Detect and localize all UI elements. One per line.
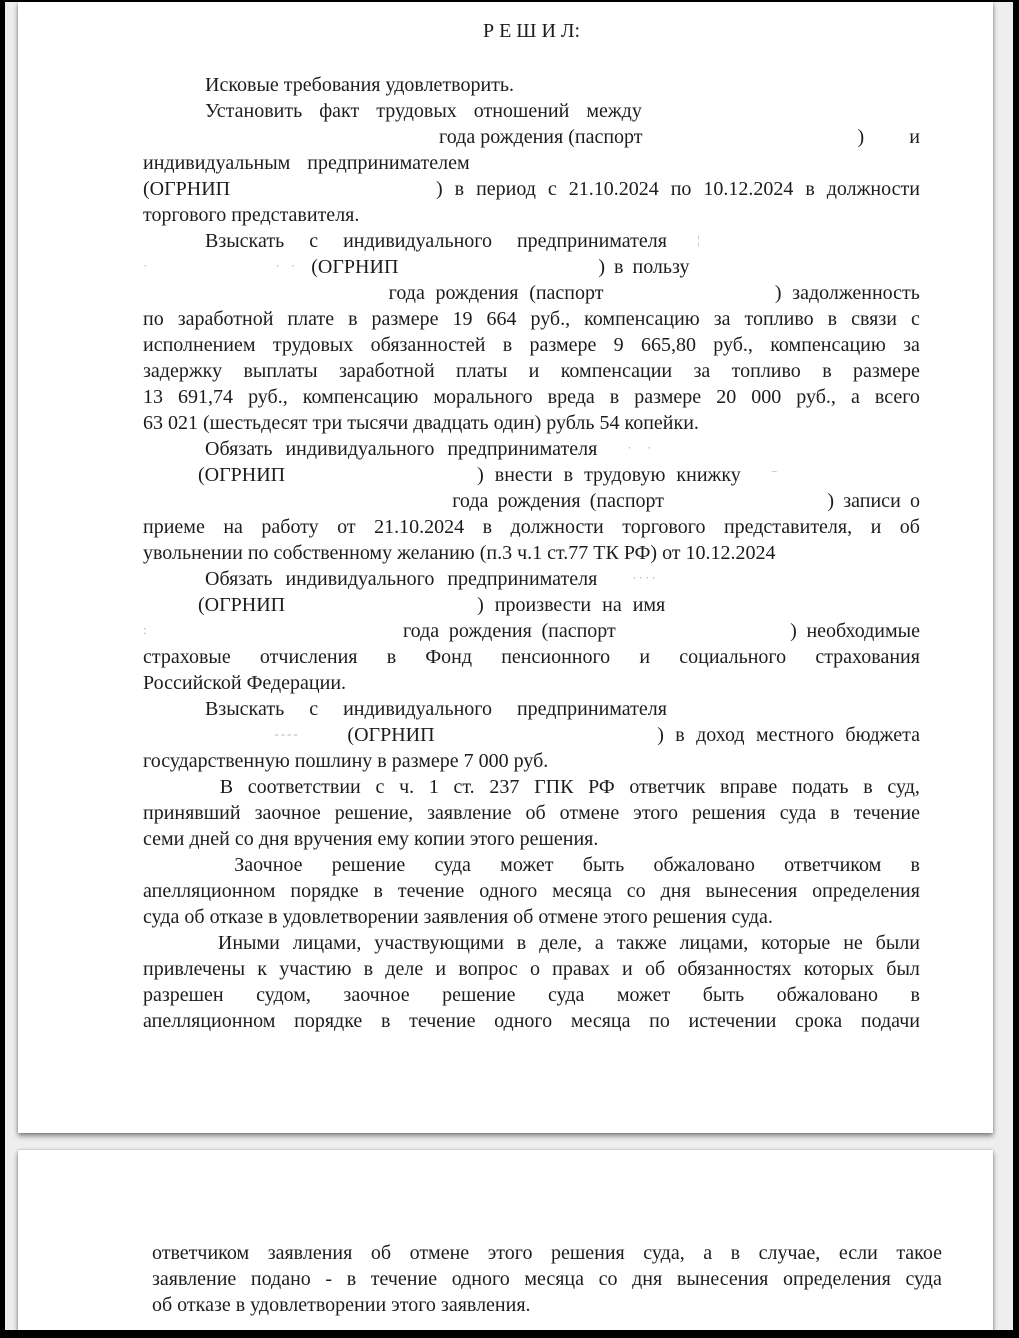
text-line: (ОГРНИП ) в период с 21.10.2024 по 10.12.2024 в должности bbox=[143, 178, 920, 200]
text-line: ответчиком заявления об отмене этого решения суда, а в случае, если такое bbox=[152, 1242, 942, 1264]
text-line: 13 691,74 руб., компенсацию морального вреда в размере 20 000 руб., а всего bbox=[143, 386, 920, 408]
text-line: индивидуальным предпринимателем bbox=[143, 152, 470, 174]
text-line: (ОГРНИП ) произвести на имя bbox=[198, 594, 666, 616]
redaction-residue-mark: · · bbox=[275, 258, 298, 273]
text-line: Исковые требования удовлетворить. bbox=[205, 74, 515, 96]
text-line: (ОГРНИП ) внести в трудовую книжку ⁻ bbox=[143, 462, 920, 488]
text-line: привлечены к участию в деле и вопрос о правах и об обязанностях которых был bbox=[143, 958, 920, 980]
text-line: Взыскать с индивидуального предпринимателя ¦ bbox=[143, 228, 920, 254]
text-line: принявший заочное решение, заявление об отмене этого решения суда в течение bbox=[143, 802, 920, 824]
redaction-residue-mark: ¦ bbox=[696, 232, 702, 247]
text-line: исполнением трудовых обязанностей в размере 9 665,80 руб., компенсацию за bbox=[143, 334, 920, 356]
page-1-text bbox=[143, 72, 920, 1034]
text-line: страховые отчисления в Фонд пенсионного и социального страхования bbox=[143, 646, 920, 668]
redaction-residue-mark: : bbox=[143, 622, 149, 637]
text-line: задержку выплаты заработной платы и компенсации за топливо в размере bbox=[143, 360, 920, 382]
text-line: В соответствии с ч. 1 ст. 237 ГПК РФ ответчик вправе подать в суд, bbox=[219, 776, 920, 798]
text-line: · · · (ОГРНИП ) в пользу bbox=[143, 254, 920, 280]
text-line: об отказе в удовлетворении этого заявления. bbox=[152, 1294, 531, 1316]
text-line: ‑‑‑‑ (ОГРНИП ) в доход местного бюджета bbox=[143, 722, 920, 748]
text-line: года рождения (паспорт ) и bbox=[439, 126, 920, 148]
text-line: апелляционном порядке в течение одного месяца по истечении срока подачи bbox=[143, 1010, 920, 1032]
text-line: : года рождения (паспорт ) необходимые bbox=[143, 618, 920, 644]
text-line: года рождения (паспорт ) записи о bbox=[452, 490, 920, 512]
text-line: Установить факт трудовых отношений между bbox=[205, 100, 642, 122]
redaction-residue-mark: ⁻ bbox=[770, 466, 780, 481]
page-1 bbox=[18, 2, 993, 1133]
redaction-residue-mark: · bbox=[143, 258, 150, 273]
text-line: государственную пошлину в размере 7 000 руб. bbox=[143, 750, 549, 772]
text-line: 63 021 (шестьдесят три тысячи двадцать один) рубль 54 копейки. bbox=[143, 412, 699, 434]
text-line: увольнении по собственному желанию (п.3 ч.1 ст.77 ТК РФ) от 10.12.2024 bbox=[143, 542, 776, 564]
text-line: разрешен судом, заочное решение суда может быть обжаловано в bbox=[143, 984, 920, 1006]
text-line: Заочное решение суда может быть обжаловано ответчиком в bbox=[234, 854, 920, 876]
text-line: семи дней со дня вручения ему копии этого решения. bbox=[143, 828, 599, 850]
redaction-residue-mark: · · bbox=[627, 440, 654, 455]
text-line: торгового представителя. bbox=[143, 204, 360, 226]
text-line: приеме на работу от 21.10.2024 в должности торгового представителя, и об bbox=[143, 516, 920, 538]
document-viewer bbox=[5, 2, 1013, 1330]
redaction-residue-mark: ···· bbox=[632, 570, 658, 585]
redaction-residue-mark: ‑‑‑‑ bbox=[274, 726, 300, 741]
document-title: Р Е Ш И Л: bbox=[482, 20, 581, 42]
text-line: года рождения (паспорт ) задолженность bbox=[388, 282, 920, 304]
text-line: Обязать индивидуального предпринимателя · · bbox=[143, 436, 920, 462]
text-line: апелляционном порядке в течение одного месяца со дня вынесения определения bbox=[143, 880, 920, 902]
text-line: Взыскать с индивидуального предпринимателя bbox=[205, 698, 667, 720]
text-line: Обязать индивидуального предпринимателя ···· bbox=[143, 566, 920, 592]
text-line: суда об отказе в удовлетворении заявления об отмене этого решения суда. bbox=[143, 906, 773, 928]
text-line: заявление подано - в течение одного месяца со дня вынесения определения суда bbox=[152, 1268, 942, 1290]
title-spacer bbox=[143, 44, 920, 72]
text-line: по заработной плате в размере 19 664 руб., компенсацию за топливо в связи с bbox=[143, 308, 920, 330]
page-2-text bbox=[152, 1240, 942, 1318]
text-line: Российской Федерации. bbox=[143, 672, 347, 694]
text-line: Иными лицами, участвующими в деле, а также лицами, которые не были bbox=[217, 932, 920, 954]
page-2 bbox=[18, 1150, 993, 1330]
